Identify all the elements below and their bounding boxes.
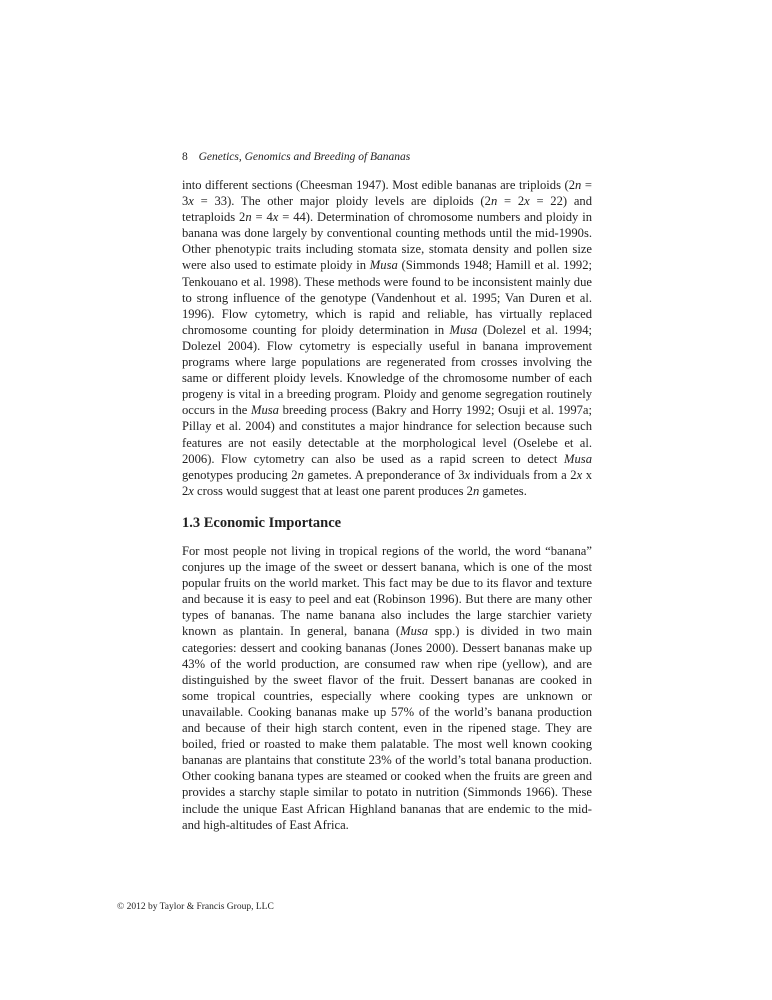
genus-musa: Musa xyxy=(449,322,478,337)
section-heading: 1.3 Economic Importance xyxy=(182,515,342,531)
text-run: genotypes producing 2 xyxy=(182,467,298,482)
body-paragraph-ploidy xyxy=(182,177,592,499)
text-run: = 2 xyxy=(497,194,525,209)
text-run: For most people not living in tropical regions of the world, the word “banana” conjures up the image of the sweet or dessert banana, which is one of the most popular fruits on the world market. This fact may be due to its flavor and texture and because it is easy to peel and eat (Robinson 1996). But there are many other types of bananas. The name banana also includes the large starchier variety known as plantain. In general, banana ( xyxy=(182,544,592,639)
var-n: n xyxy=(245,210,252,225)
text-run: breeding process (Bakry and Horry 1992; Osuji et al. 1997a; Pillay et al. 2004) and constitutes a major hindrance for selection because such features are not easily detectable at the morphological level (Oselebe et al. 2006). Flow cytometry can also be used as a rapid screen to detect xyxy=(182,403,592,466)
genus-musa: Musa xyxy=(250,403,279,418)
text-run: = 44). Determination of chromosome numbers and ploidy in banana was done largely by conventional counting methods until the mid-1990s. Other phenotypic traits including stomata size, stomata density and pollen size were also used to estimate ploidy in xyxy=(182,210,592,273)
text-run: individuals from a 2 xyxy=(470,467,577,482)
var-x: x xyxy=(524,194,530,209)
copyright-footer: © 2012 by Taylor & Francis Group, LLC xyxy=(117,902,274,912)
var-x: x xyxy=(576,467,583,482)
var-n: n xyxy=(490,194,498,209)
text-run: (Simmonds 1948; Hamill et al. 1992; Tenkouano et al. 1998). These methods were found to be inconsistent mainly due to strong influence of the genotype (Vandenhout et al. 1995; Van Duren et al. 1996). Flow cytometry, which is rapid and reliable, has virtually replaced chromosome counting for ploidy determination in xyxy=(182,258,592,337)
var-x: x xyxy=(272,210,279,225)
text-run: = 33). The other major ploidy levels are diploids (2 xyxy=(193,194,491,209)
var-n: n xyxy=(472,483,480,498)
var-x: x xyxy=(464,467,471,482)
genus-musa: Musa xyxy=(400,624,429,639)
genus-musa: Musa xyxy=(369,258,398,273)
var-x: x xyxy=(188,194,194,209)
text-run: = 4 xyxy=(251,210,273,225)
text-run: = 3 xyxy=(182,178,592,209)
running-header xyxy=(182,150,592,164)
body-paragraph-economic xyxy=(182,543,592,833)
var-n: n xyxy=(575,178,582,192)
text-run: spp.) is divided in two main categories: dessert and cooking bananas (Jones 2000). Dessert bananas make up 43% of the world production, are consumed raw when ripe (yellow), and are distinguished by the sweet flavor of the fruit. Dessert bananas are cooked in some tropical countries, especially where cooking types are unknown or unavailable. Cooking bananas make up 57% of the world’s banana production and because of their high starch content, even in the ripened stage. They are boiled, fried or roasted to make them palatable. The most well known cooking bananas are plantains that constitute 23% of the world’s total banana production. Other cooking banana types are steamed or cooked when the fruits are green and provides a starchy staple similar to potato in nutrition (Simmonds 1966). These include the unique East African Highland bananas that are endemic to the mid- and high-altitudes of East Africa. xyxy=(182,624,592,832)
text-run: (Dolezel et al. 1994; Dolezel 2004). Flow cytometry is especially useful in banana improvement programs where large populations are regenerated from crosses involving the same or different ploidy levels. Knowledge of the chromosome number of each progeny is vital in a breeding program. Ploidy and genome segregation routinely occurs in the xyxy=(182,322,592,418)
var-x: x xyxy=(188,483,194,498)
running-title: Genetics, Genomics and Breeding of Bananas xyxy=(198,151,411,163)
text-run: gametes. xyxy=(479,483,527,498)
text-run: into different sections (Cheesman 1947). Most edible bananas are triploids (2 xyxy=(182,178,576,192)
page-number: 8 xyxy=(182,151,188,163)
var-n: n xyxy=(297,467,304,482)
genus-musa: Musa xyxy=(564,451,592,466)
text-run: x 2 xyxy=(182,467,593,498)
text-run: cross would suggest that at least one parent produces 2 xyxy=(193,483,473,498)
text-run: = 22) and tetraploids 2 xyxy=(182,194,593,225)
text-run: gametes. A preponderance of 3 xyxy=(303,467,465,482)
